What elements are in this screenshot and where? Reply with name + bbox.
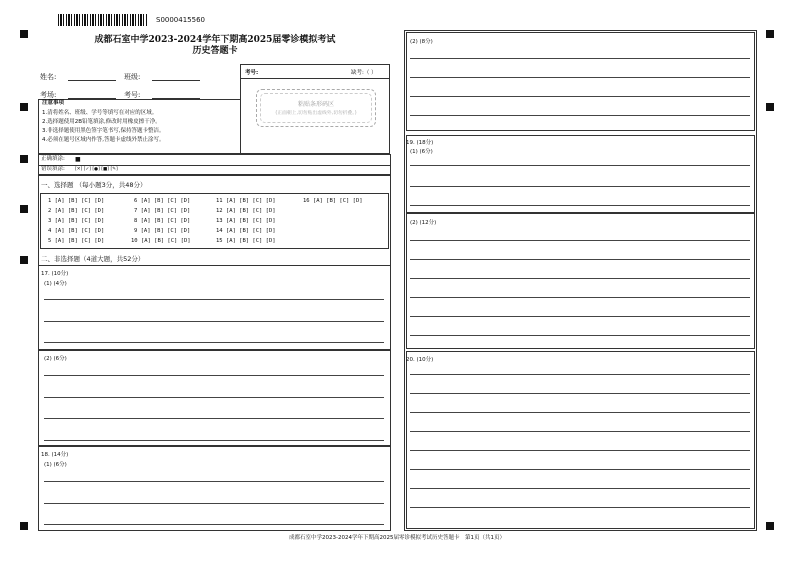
wrong-fill-label: 错误填涂: xyxy=(41,166,65,172)
q19-part2-label: (2) (12分) xyxy=(410,220,437,226)
note-item: 1.清将姓名、班级、学号等填写在对应的区域。 xyxy=(42,110,158,116)
choice-row[interactable]: 9 [A] [B] [C] [D] xyxy=(134,228,191,234)
answer-line[interactable] xyxy=(410,316,750,317)
class-label: 班级: xyxy=(124,73,141,81)
note-item: 3.非选择题使用黑色签字笔书写,保持答题卡整洁。 xyxy=(42,128,165,134)
answer-line[interactable] xyxy=(410,469,750,470)
answer-line[interactable] xyxy=(44,418,384,419)
q20-heading: 20. (10分) xyxy=(406,357,434,363)
note-item: 4.必须在题号区域内作答,答题卡虚线外禁止涂写。 xyxy=(42,137,165,143)
section2-title: 二、非选择题（4道大题，共52分） xyxy=(41,255,145,263)
choice-row[interactable]: 5 [A] [B] [C] [D] xyxy=(48,238,105,244)
answer-line[interactable] xyxy=(410,488,750,489)
q18-part2-label: (2) (8分) xyxy=(410,39,433,45)
registration-mark-tr xyxy=(766,30,774,38)
answer-line[interactable] xyxy=(410,393,750,394)
choice-row[interactable]: 14 [A] [B] [C] [D] xyxy=(216,228,276,234)
barcode-graphic xyxy=(58,14,148,26)
answer-line[interactable] xyxy=(410,259,750,260)
correct-fill-label: 正确填涂: xyxy=(41,156,65,162)
notes-box xyxy=(38,99,241,154)
choice-row[interactable]: 1 [A] [B] [C] [D] xyxy=(48,198,105,204)
answer-line[interactable] xyxy=(410,186,750,187)
registration-mark-r2 xyxy=(766,103,774,111)
q20-box xyxy=(406,351,755,529)
fill-example-box xyxy=(38,154,391,175)
answer-line[interactable] xyxy=(44,481,384,482)
choice-row[interactable]: 12 [A] [B] [C] [D] xyxy=(216,208,276,214)
answer-line[interactable] xyxy=(44,375,384,376)
q18-heading: 18. (14分) xyxy=(41,452,69,458)
q19-heading: 19. (18分) xyxy=(406,140,434,146)
answer-line[interactable] xyxy=(410,507,750,508)
choice-row[interactable]: 7 [A] [B] [C] [D] xyxy=(134,208,191,214)
class-field[interactable] xyxy=(152,80,200,81)
notes-title: 注意事项 xyxy=(42,100,65,106)
answer-line[interactable] xyxy=(410,205,750,206)
answer-line[interactable] xyxy=(44,342,384,343)
q19-part2-box xyxy=(406,213,755,349)
answer-line[interactable] xyxy=(410,297,750,298)
q18-part2-box xyxy=(406,32,755,131)
page-title: 成都石室中学2023-2024学年下期高2025届零诊模拟考试 xyxy=(94,35,336,45)
page-subtitle: 历史答题卡 xyxy=(192,46,238,56)
answer-line[interactable] xyxy=(410,278,750,279)
choice-row[interactable]: 4 [A] [B] [C] [D] xyxy=(48,228,105,234)
note-item: 2.选择题使用2B铅笔填涂,修改时用橡皮擦干净。 xyxy=(42,119,161,125)
q18-part1-box xyxy=(38,446,391,531)
barcode-number: S0000415560 xyxy=(156,16,205,24)
answer-line[interactable] xyxy=(44,503,384,504)
q19-part1-label: (1) (6分) xyxy=(410,149,433,155)
answer-line[interactable] xyxy=(410,96,750,97)
answer-line[interactable] xyxy=(410,374,750,375)
answer-line[interactable] xyxy=(410,431,750,432)
exam-no-label: 考号: xyxy=(124,91,141,99)
answer-line[interactable] xyxy=(410,58,750,59)
answer-line[interactable] xyxy=(44,524,384,525)
q17-part2-label: (2) (6分) xyxy=(44,356,67,362)
absent-label: 缺考:（ ） xyxy=(351,70,377,76)
barcode-paste-area xyxy=(256,89,376,127)
answer-line[interactable] xyxy=(410,450,750,451)
choice-row[interactable]: 2 [A] [B] [C] [D] xyxy=(48,208,105,214)
q17-part1-box xyxy=(38,265,391,350)
choice-row[interactable]: 16 [A] [B] [C] [D] xyxy=(303,198,363,204)
choice-row[interactable]: 11 [A] [B] [C] [D] xyxy=(216,198,276,204)
choice-row[interactable]: 8 [A] [B] [C] [D] xyxy=(134,218,191,224)
q19-part1-box xyxy=(406,135,755,213)
choice-row[interactable]: 10 [A] [B] [C] [D] xyxy=(131,238,191,244)
choice-row[interactable]: 6 [A] [B] [C] [D] xyxy=(134,198,191,204)
answer-line[interactable] xyxy=(44,440,384,441)
q17-part2-box xyxy=(38,350,391,446)
registration-mark-l5 xyxy=(20,256,28,264)
answer-line[interactable] xyxy=(410,77,750,78)
barcode-area-hint: (正面朝上,切勿贴出虚线外,切勿折叠。) xyxy=(275,111,357,116)
name-field[interactable] xyxy=(68,80,116,81)
q17-part1-label: (1) (4分) xyxy=(44,281,67,287)
choice-row[interactable]: 15 [A] [B] [C] [D] xyxy=(216,238,276,244)
answer-line[interactable] xyxy=(410,115,750,116)
registration-mark-bl xyxy=(20,522,28,530)
registration-mark-l4 xyxy=(20,205,28,213)
correct-fill-icon: ■ xyxy=(75,156,81,163)
choice-row[interactable]: 13 [A] [B] [C] [D] xyxy=(216,218,276,224)
answer-line[interactable] xyxy=(410,412,750,413)
answer-line[interactable] xyxy=(410,165,750,166)
answer-line[interactable] xyxy=(44,321,384,322)
registration-mark-tl xyxy=(20,30,28,38)
name-label: 姓名: xyxy=(40,73,57,81)
answer-line[interactable] xyxy=(44,299,384,300)
registration-mark-br xyxy=(766,522,774,530)
answer-line[interactable] xyxy=(44,397,384,398)
section1-title: 一、选择题 （每小题3分，共48分） xyxy=(41,181,147,189)
barcode-paste-box xyxy=(240,64,390,154)
answer-line[interactable] xyxy=(410,240,750,241)
q17-heading: 17. (10分) xyxy=(41,271,69,277)
page-footer: 成都石室中学2023-2024学年下期高2025届零诊模拟考试历史答题卡 第1页（共1页） xyxy=(289,535,505,541)
registration-mark-l2 xyxy=(20,103,28,111)
answer-line[interactable] xyxy=(410,335,750,336)
exam-no-box-label: 考号: xyxy=(245,70,259,76)
wrong-fill-icons: [✕] [✓] [●] [■] [✎] xyxy=(75,167,118,172)
choice-row[interactable]: 3 [A] [B] [C] [D] xyxy=(48,218,105,224)
barcode-area-title: 粘贴条形码区 xyxy=(297,101,334,108)
q18-part1-label: (1) (6分) xyxy=(44,462,67,468)
room-label: 考场: xyxy=(40,91,57,99)
registration-mark-l3 xyxy=(20,155,28,163)
